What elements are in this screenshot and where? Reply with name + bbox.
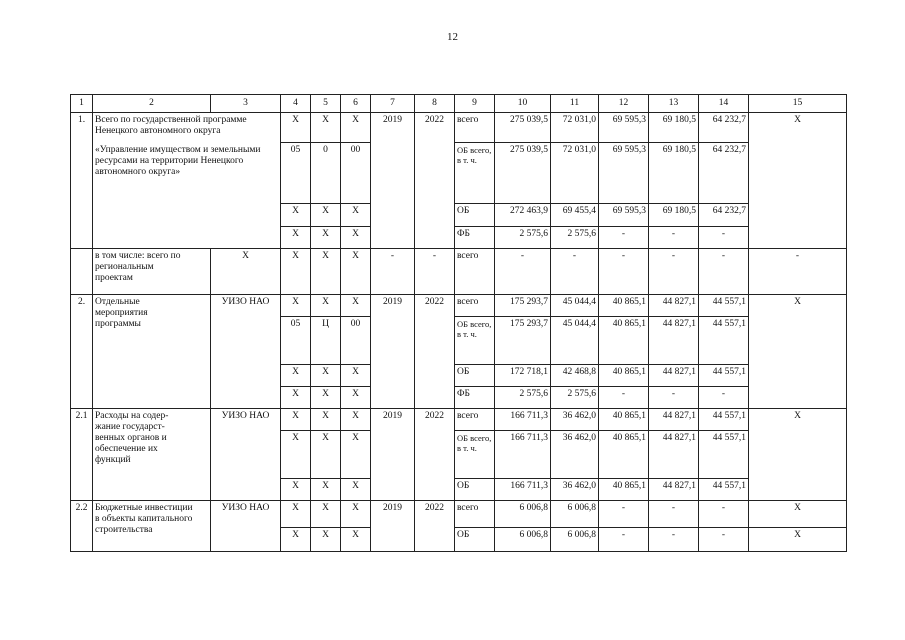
source-cell: ОБ — [455, 479, 495, 501]
header-cell: 10 — [495, 95, 551, 113]
code-cell: Х — [341, 528, 371, 552]
code-cell: Х — [281, 387, 311, 409]
source-cell: ОБ всего, в т. ч. — [455, 317, 495, 365]
code-cell: Х — [281, 479, 311, 501]
row-number: 2. — [71, 295, 93, 409]
table-row — [71, 295, 847, 317]
amount-cell: - — [599, 387, 649, 409]
code-cell: Х — [311, 204, 341, 227]
table-row — [71, 409, 847, 431]
code-cell: Х — [281, 204, 311, 227]
result-cell: Х — [749, 113, 847, 249]
table-row — [71, 249, 847, 295]
amount-cell: 166 711,3 — [495, 479, 551, 501]
amount-cell: - — [649, 227, 699, 249]
year-to: - — [415, 249, 455, 295]
amount-cell: 44 557,1 — [699, 295, 749, 317]
header-row — [71, 95, 847, 113]
amount-cell: - — [599, 249, 649, 295]
amount-cell: 6 006,8 — [551, 501, 599, 528]
source-cell: ОБ — [455, 204, 495, 227]
row-number: 2.2 — [71, 501, 93, 552]
code-cell: Х — [341, 295, 371, 317]
amount-cell: 166 711,3 — [495, 431, 551, 479]
amount-cell: 6 006,8 — [495, 528, 551, 552]
amount-cell: - — [699, 501, 749, 528]
amount-cell: 44 557,1 — [699, 431, 749, 479]
header-cell: 4 — [281, 95, 311, 113]
amount-cell: 64 232,7 — [699, 204, 749, 227]
code-cell: Х — [341, 227, 371, 249]
amount-cell: 69 180,5 — [649, 204, 699, 227]
code-cell: Х — [341, 501, 371, 528]
amount-cell: 40 865,1 — [599, 365, 649, 387]
year-from: 2019 — [371, 295, 415, 409]
code-cell: Х — [311, 501, 341, 528]
amount-cell: 40 865,1 — [599, 409, 649, 431]
code-cell: Х — [281, 501, 311, 528]
code-cell: Х — [341, 113, 371, 143]
code-cell: Х — [311, 249, 341, 295]
amount-cell: - — [649, 249, 699, 295]
amount-cell: 64 232,7 — [699, 143, 749, 204]
amount-cell: 72 031,0 — [551, 113, 599, 143]
row-number: 2.1 — [71, 409, 93, 501]
code-cell: Х — [281, 365, 311, 387]
result-cell: Х — [749, 409, 847, 501]
result-cell: Х — [749, 295, 847, 409]
code-cell: Х — [341, 387, 371, 409]
code-cell: Х — [341, 365, 371, 387]
year-to: 2022 — [415, 295, 455, 409]
exec-cell: УИЗО НАО — [211, 501, 281, 552]
header-cell: 7 — [371, 95, 415, 113]
amount-cell: 69 455,4 — [551, 204, 599, 227]
amount-cell: 36 462,0 — [551, 431, 599, 479]
amount-cell: - — [495, 249, 551, 295]
code-cell: Х — [311, 365, 341, 387]
table-row — [71, 113, 847, 143]
amount-cell: 45 044,4 — [551, 295, 599, 317]
amount-cell: 40 865,1 — [599, 295, 649, 317]
header-cell: 9 — [455, 95, 495, 113]
code-cell: Х — [311, 528, 341, 552]
header-cell: 2 — [93, 95, 211, 113]
program-budget-table — [70, 94, 847, 552]
amount-cell: 69 595,3 — [599, 204, 649, 227]
year-from: - — [371, 249, 415, 295]
amount-cell: 275 039,5 — [495, 113, 551, 143]
amount-cell: 44 827,1 — [649, 317, 699, 365]
amount-cell: 44 557,1 — [699, 365, 749, 387]
amount-cell: 2 575,6 — [551, 387, 599, 409]
amount-cell: 6 006,8 — [551, 528, 599, 552]
amount-cell: - — [649, 387, 699, 409]
section-title: Бюджетные инвестиции в объекты капитального строительства — [93, 501, 211, 552]
header-cell: 1 — [71, 95, 93, 113]
section-title: Расходы на содер- жание государст- венных органов и обеспечение их функций — [93, 409, 211, 501]
amount-cell: 69 180,5 — [649, 143, 699, 204]
amount-cell: - — [599, 528, 649, 552]
result-cell: Х — [749, 528, 847, 552]
header-cell: 14 — [699, 95, 749, 113]
code-cell: Х — [281, 227, 311, 249]
amount-cell: - — [649, 528, 699, 552]
amount-cell: - — [699, 387, 749, 409]
header-cell: 13 — [649, 95, 699, 113]
year-to: 2022 — [415, 501, 455, 552]
amount-cell: 42 468,8 — [551, 365, 599, 387]
code-cell: Х — [281, 431, 311, 479]
year-from: 2019 — [371, 113, 415, 249]
result-cell: Х — [749, 501, 847, 528]
amount-cell: 36 462,0 — [551, 479, 599, 501]
amount-cell: 69 595,3 — [599, 143, 649, 204]
code-cell: Х — [281, 295, 311, 317]
exec-cell: УИЗО НАО — [211, 409, 281, 501]
source-cell: ОБ — [455, 528, 495, 552]
amount-cell: - — [599, 501, 649, 528]
code-cell: 05 — [281, 317, 311, 365]
amount-cell: 44 827,1 — [649, 365, 699, 387]
code-cell: Х — [281, 409, 311, 431]
amount-cell: 172 718,1 — [495, 365, 551, 387]
amount-cell: 69 180,5 — [649, 113, 699, 143]
source-cell: ОБ всего, в т. ч. — [455, 143, 495, 204]
amount-cell: - — [551, 249, 599, 295]
amount-cell: 36 462,0 — [551, 409, 599, 431]
header-cell: 12 — [599, 95, 649, 113]
code-cell: Х — [341, 479, 371, 501]
code-cell: 05 — [281, 143, 311, 204]
section-title: Отдельные мероприятия программы — [93, 295, 211, 409]
code-cell: 0 — [311, 143, 341, 204]
code-cell: Х — [311, 295, 341, 317]
code-cell: 00 — [341, 317, 371, 365]
amount-cell: - — [649, 501, 699, 528]
amount-cell: - — [699, 227, 749, 249]
code-cell: Х — [311, 479, 341, 501]
regional-label: в том числе: всего по региональным проектам — [93, 249, 211, 295]
amount-cell: 72 031,0 — [551, 143, 599, 204]
table-row — [71, 143, 847, 204]
amount-cell: 44 557,1 — [699, 317, 749, 365]
amount-cell: 272 463,9 — [495, 204, 551, 227]
code-cell: Х — [311, 227, 341, 249]
code-cell: Х — [341, 204, 371, 227]
header-cell: 15 — [749, 95, 847, 113]
amount-cell: 2 575,6 — [495, 227, 551, 249]
program-title: Всего по государственной программе Ненецкого автономного округа — [93, 113, 281, 143]
header-cell: 5 — [311, 95, 341, 113]
code-cell: Х — [311, 409, 341, 431]
code-cell: Х — [341, 431, 371, 479]
code-cell: Ц — [311, 317, 341, 365]
code-cell: Х — [281, 528, 311, 552]
amount-cell: 69 595,3 — [599, 113, 649, 143]
header-cell: 6 — [341, 95, 371, 113]
amount-cell: 275 039,5 — [495, 143, 551, 204]
exec-cell: УИЗО НАО — [211, 295, 281, 409]
amount-cell: - — [699, 528, 749, 552]
year-from: 2019 — [371, 501, 415, 552]
source-cell: всего — [455, 501, 495, 528]
amount-cell: 166 711,3 — [495, 409, 551, 431]
code-cell: 00 — [341, 143, 371, 204]
exec-cell: Х — [211, 249, 281, 295]
source-cell: ФБ — [455, 227, 495, 249]
amount-cell: 2 575,6 — [551, 227, 599, 249]
code-cell: Х — [311, 387, 341, 409]
result-cell: - — [749, 249, 847, 295]
amount-cell: 175 293,7 — [495, 295, 551, 317]
code-cell: Х — [281, 113, 311, 143]
code-cell: Х — [281, 249, 311, 295]
amount-cell: 44 827,1 — [649, 409, 699, 431]
source-cell: всего — [455, 249, 495, 295]
year-to: 2022 — [415, 113, 455, 249]
amount-cell: 40 865,1 — [599, 431, 649, 479]
amount-cell: 2 575,6 — [495, 387, 551, 409]
header-cell: 8 — [415, 95, 455, 113]
year-from: 2019 — [371, 409, 415, 501]
amount-cell: 40 865,1 — [599, 479, 649, 501]
code-cell: Х — [341, 409, 371, 431]
row-number: 1. — [71, 113, 93, 249]
source-cell: всего — [455, 295, 495, 317]
code-cell: Х — [311, 431, 341, 479]
amount-cell: 44 557,1 — [699, 479, 749, 501]
amount-cell: 44 827,1 — [649, 431, 699, 479]
row-number — [71, 249, 93, 295]
amount-cell: 64 232,7 — [699, 113, 749, 143]
source-cell: ОБ — [455, 365, 495, 387]
amount-cell: - — [599, 227, 649, 249]
source-cell: всего — [455, 113, 495, 143]
amount-cell: 175 293,7 — [495, 317, 551, 365]
source-cell: ОБ всего, в т. ч. — [455, 431, 495, 479]
amount-cell: 40 865,1 — [599, 317, 649, 365]
amount-cell: 44 557,1 — [699, 409, 749, 431]
source-cell: ФБ — [455, 387, 495, 409]
amount-cell: 44 827,1 — [649, 479, 699, 501]
table-row — [71, 501, 847, 528]
program-subtitle: «Управление имуществом и земельными ресурсами на территории Ненецкого автономного округа» — [93, 143, 281, 249]
code-cell: Х — [311, 113, 341, 143]
header-cell: 11 — [551, 95, 599, 113]
year-to: 2022 — [415, 409, 455, 501]
amount-cell: 44 827,1 — [649, 295, 699, 317]
amount-cell: - — [699, 249, 749, 295]
source-cell: всего — [455, 409, 495, 431]
page-number: 12 — [447, 31, 458, 43]
amount-cell: 6 006,8 — [495, 501, 551, 528]
code-cell: Х — [341, 249, 371, 295]
amount-cell: 45 044,4 — [551, 317, 599, 365]
header-cell: 3 — [211, 95, 281, 113]
